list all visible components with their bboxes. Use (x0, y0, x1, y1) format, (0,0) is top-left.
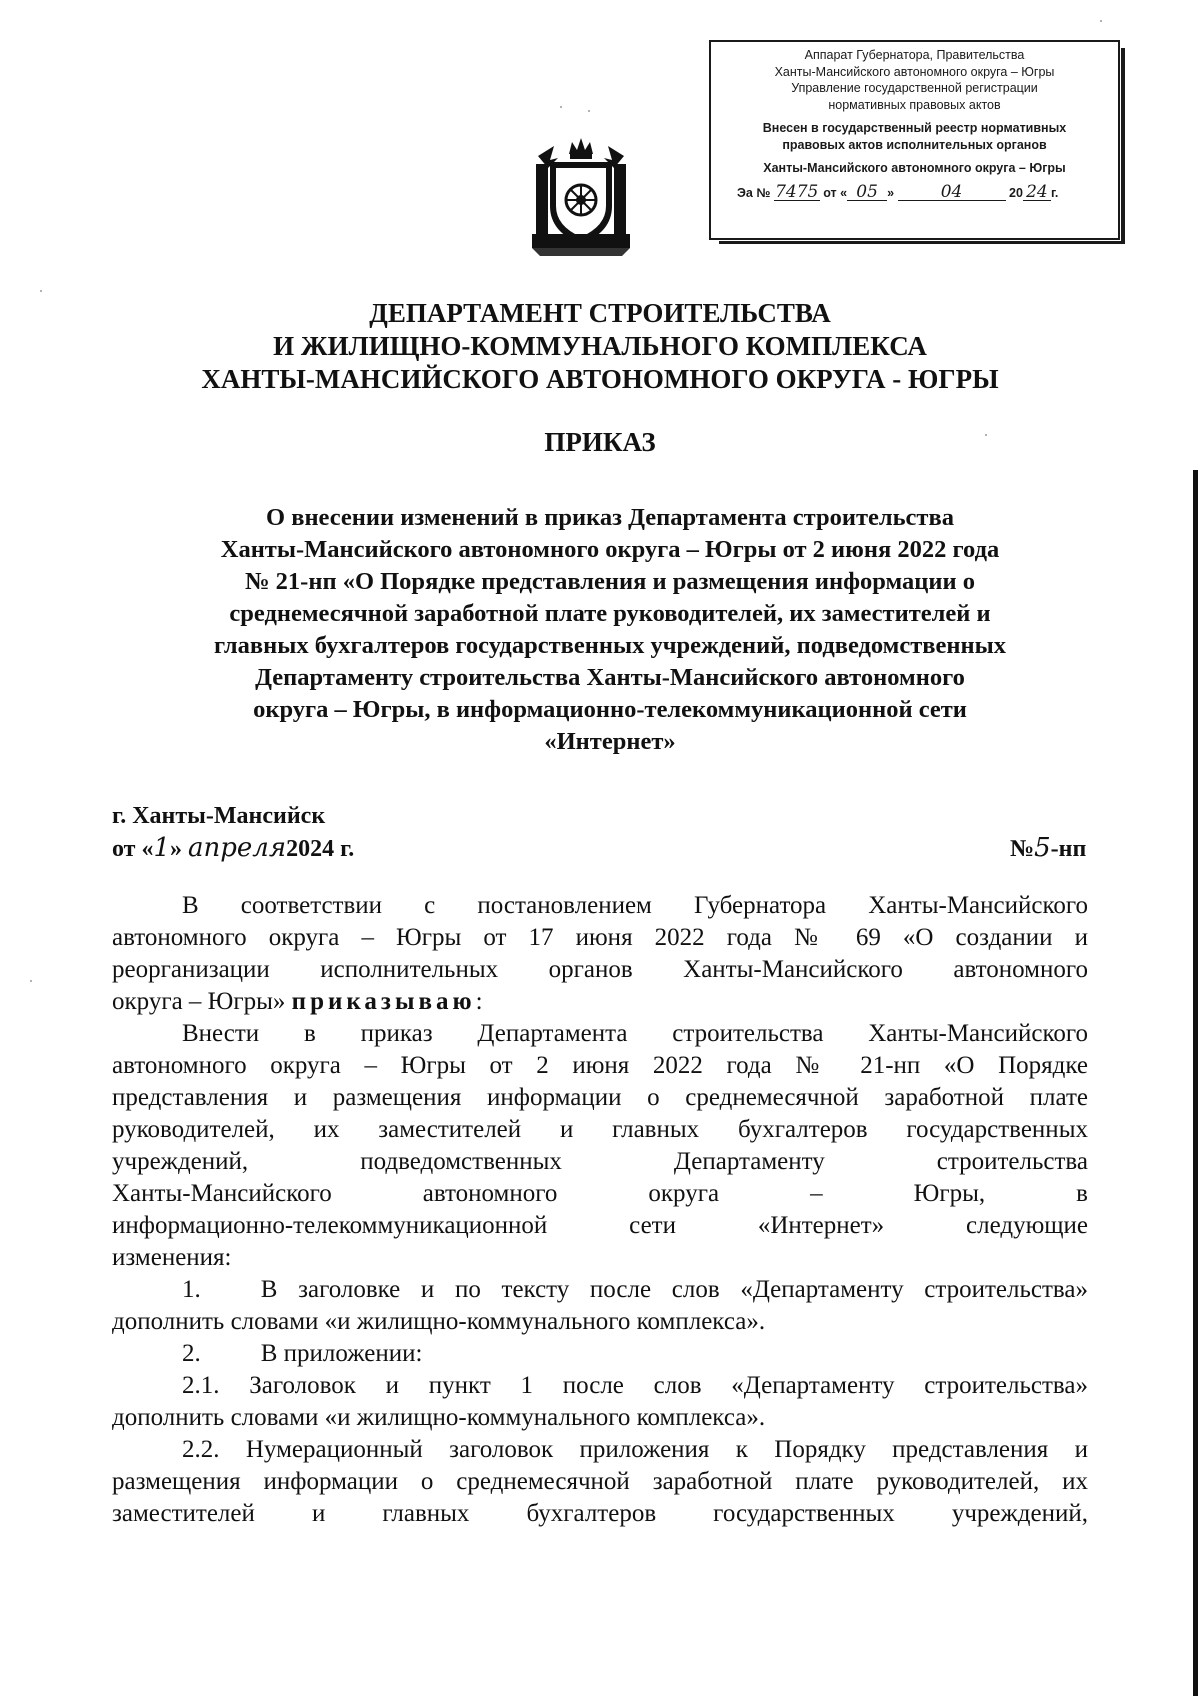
document-type: ПРИКАЗ (544, 427, 656, 457)
body-line: дополнить словами «и жилищно-коммунального комплекса». (112, 1308, 766, 1335)
stamp-line: нормативных правовых актов (828, 97, 1001, 112)
order-word: приказываю (291, 988, 476, 1015)
subject-line: № 21-нп «О Порядке представления и размещения информации о (244, 568, 976, 595)
list-number: 2. (182, 1340, 201, 1367)
body-line: автономного округа – Югры от 17 июня 2022 года № 69 «О создании и (112, 924, 1088, 951)
document-number (1010, 832, 1086, 865)
department-line: ХАНТЫ-МАНСИЙСКОГО АВТОНОМНОГО ОКРУГА - ЮГРЫ (201, 364, 999, 394)
date-prefix: от « (112, 836, 154, 862)
body-line: руководителей, их заместителей и главных бухгалтеров государственных (112, 1116, 1088, 1143)
subject-line: среднемесячной заработной плате руководителей, их заместителей и (229, 600, 991, 627)
subject-line: Ханты-Мансийского автономного округа – Югры от 2 июня 2022 года (220, 536, 1000, 563)
body-line: реорганизации исполнительных органов Ханты-Мансийского автономного (112, 956, 1088, 983)
date-quote: » (170, 836, 183, 862)
body-line: дополнить словами «и жилищно-коммунального комплекса». (112, 1404, 766, 1431)
list-text: В заголовке и по тексту после слов «Департаменту строительства» (260, 1276, 1088, 1303)
body-line: Внести в приказ Департамента строительства Ханты-Мансийского (182, 1020, 1088, 1047)
body-line: информационно-телекоммуникационной сети «Интернет» следующие (112, 1212, 1088, 1239)
list-number: 1. (182, 1276, 201, 1303)
number-prefix: № (1010, 836, 1035, 862)
stamp-line: правовых актов исполнительных органов (782, 137, 1047, 152)
body-line: 2.1. Заголовок и пункт 1 после слов «Департаменту строительства» (182, 1372, 1088, 1399)
department-line: ДЕПАРТАМЕНТ СТРОИТЕЛЬСТВА (369, 298, 831, 328)
subject-line: округа – Югры, в информационно-телекоммуникационной сети (253, 696, 967, 723)
stamp-line: Аппарат Губернатора, Правительства (804, 48, 1025, 62)
body-text: : (475, 988, 483, 1015)
scan-speck (40, 290, 42, 292)
body-line (112, 986, 1088, 1018)
document-body (112, 890, 1088, 1530)
reg-day-handwritten: 05 (847, 184, 887, 201)
reg-quote: » (887, 185, 895, 200)
date-month-handwritten: апреля (188, 833, 287, 863)
reg-number-handwritten: 7475 (775, 181, 819, 202)
body-line: заместителей и главных бухгалтеров государственных учреждений, (112, 1500, 1088, 1527)
scan-speck (588, 110, 590, 112)
coat-of-arms-emblem (532, 134, 630, 256)
list-item-line (112, 1338, 1088, 1370)
body-line: В соответствии с постановлением Губернатора Ханты-Мансийского (182, 892, 1088, 919)
number-handwritten: 5 (1034, 833, 1051, 863)
body-line: автономного округа – Югры от 2 июня 2022 года № 21-нп «О Порядке (112, 1052, 1088, 1079)
subject-line: О внесении изменений в приказ Департамента строительства (266, 504, 954, 531)
stamp-line: Ханты-Мансийского автономного округа – Югры (763, 161, 1066, 175)
body-text: округа – Югры» (112, 988, 286, 1015)
reg-year-handwritten: 24 (1023, 184, 1051, 201)
reg-year-suffix: г. (1050, 185, 1059, 200)
stamp-line: Внесен в государственный реестр нормативных (762, 121, 1067, 135)
subject-line: главных бухгалтеров государственных учреждений, подведомственных (214, 632, 1006, 659)
reg-from: от « (823, 185, 848, 200)
department-name (100, 297, 1100, 396)
reg-month-handwritten: 04 (898, 184, 1006, 201)
document-date (112, 832, 354, 865)
stamp-line: Управление государственной регистрации (791, 81, 1038, 95)
stamp-registration-number (715, 181, 1114, 202)
stamp-authority (715, 47, 1114, 113)
body-line: представления и размещения информации о среднемесячной заработной плате (112, 1084, 1088, 1111)
reg-prefix: Эа № (737, 185, 771, 200)
scan-speck (560, 106, 562, 108)
document-city: г. Ханты-Мансийск (112, 803, 326, 829)
body-line: 2.2. Нумерационный заголовок приложения к Порядку представления и (182, 1436, 1088, 1463)
date-day-handwritten: 1 (153, 833, 171, 863)
list-item-line (112, 1274, 1088, 1306)
stamp-line: Ханты-Мансийского автономного округа – Югры (774, 64, 1055, 79)
registration-stamp (709, 40, 1120, 240)
list-text: В приложении: (260, 1340, 423, 1367)
body-line: размещения информации о среднемесячной заработной плате руководителей, их (112, 1468, 1088, 1495)
stamp-registry (715, 120, 1114, 153)
body-line: учреждений, подведомственных Департаменту строительства (112, 1148, 1088, 1175)
date-year: 2024 г. (286, 836, 355, 862)
subject-line: «Интернет» (544, 728, 676, 755)
scan-speck (30, 980, 32, 982)
scan-speck (1100, 20, 1102, 22)
document-subject (110, 502, 1110, 758)
department-line: И ЖИЛИЩНО-КОММУНАЛЬНОГО КОМПЛЕКСА (273, 331, 927, 361)
number-suffix: -нп (1050, 836, 1087, 862)
body-line: изменения: (112, 1244, 232, 1271)
reg-year-prefix: 20 (1009, 185, 1023, 200)
body-line: Ханты-Мансийского автономного округа – Югры, в (112, 1180, 1088, 1207)
subject-line: Департаменту строительства Ханты-Мансийского автономного (255, 664, 965, 691)
scan-edge-shadow (1193, 470, 1198, 1696)
